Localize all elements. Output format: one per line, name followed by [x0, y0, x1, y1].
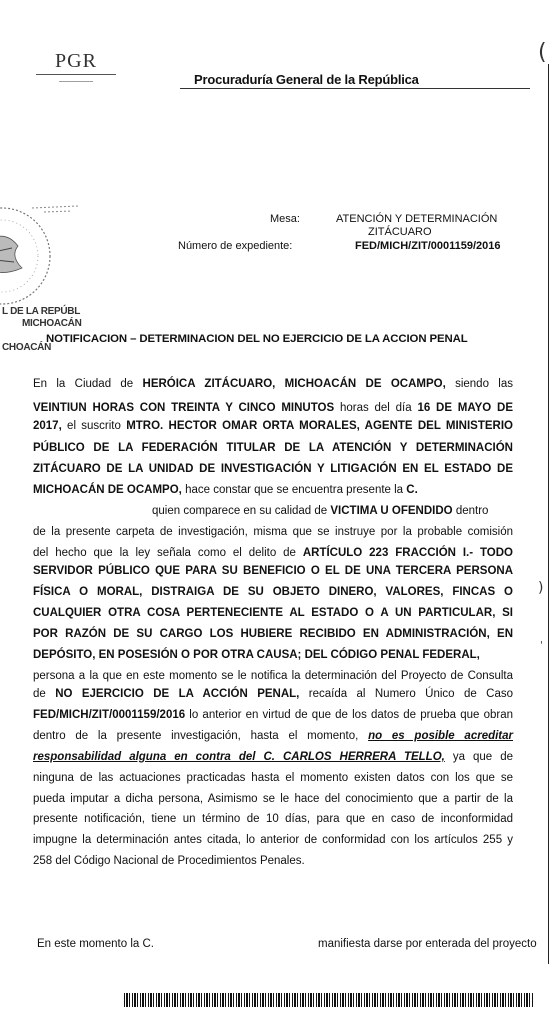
text-run: C.	[406, 484, 418, 496]
body-line	[33, 751, 513, 763]
expediente-label: Número de expediente:	[178, 240, 293, 252]
body-line: ninguna de las actuaciones practicadas hasta el momento existen datos con los que se	[33, 772, 513, 784]
text-run: de	[33, 688, 56, 700]
body-line: POR RAZÓN DE SU CARGO LOS HUBIERE RECIBIDO EN ADMINISTRACIÓN, EN	[33, 628, 513, 640]
text-run: ya que de	[444, 751, 513, 763]
text-run: recaída al Numero Único de Caso	[299, 688, 513, 700]
expediente-number: FED/MICH/ZIT/0001159/2016	[355, 240, 501, 252]
header-underline	[180, 88, 530, 89]
body-line	[152, 505, 512, 517]
body-line: CUALQUIER OTRA COSA PERTENECIENTE AL ESTADO O A UN PARTICULAR, SI	[33, 607, 513, 619]
text-run: VEINTIUN HORAS CON TREINTA Y CINCO MINUTOS	[33, 402, 335, 414]
text-run: dentro de la presente investigación, hasta el momento,	[33, 730, 369, 742]
logo-subtext: ▁▁▁▁▁▁▁▁▁▁▁	[59, 77, 93, 82]
pgr-logo	[30, 50, 122, 82]
logo-text: PGR	[55, 50, 97, 72]
mesa-label: Mesa:	[270, 213, 300, 225]
text-run: del hecho que la ley señala como el delito de	[33, 547, 303, 559]
body-line: pueda imputar a dicha persona, Asimismo se le hace del conocimiento que a partir de la	[33, 793, 513, 805]
body-line	[33, 730, 513, 742]
text-run: DEL CÓDIGO PENAL FEDERAL,	[301, 649, 480, 661]
seal-text-line: MICHOACÁN	[22, 318, 82, 329]
footer-right-text: manifiesta darse por enterada del proyecto	[318, 938, 537, 950]
logo-divider	[36, 74, 116, 75]
text-run: ARTÍCULO 223 FRACCIÓN I.- TODO	[302, 547, 513, 559]
page-edge-line	[548, 64, 549, 964]
body-line: 258 del Código Nacional de Procedimientos Penales.	[33, 855, 305, 867]
barcode	[124, 993, 534, 1007]
document-title: NOTIFICACION – DETERMINACION DEL NO EJERCICIO DE LA ACCION PENAL	[46, 333, 468, 345]
text-run: MTRO. HECTOR OMAR ORTA MORALES, AGENTE DEL MINISTERIO	[126, 420, 513, 432]
text-run: MICHOACÁN DE OCAMPO,	[33, 484, 182, 496]
text-run: VICTIMA U OFENDIDO	[330, 505, 453, 517]
mesa-value-line: ATENCIÓN Y DETERMINACIÓN	[336, 213, 498, 225]
text-run: En la Ciudad de	[33, 378, 143, 390]
body-line: de la presente carpeta de investigación, misma que se instruye por la probable comisión	[33, 526, 513, 538]
body-line: impugne la determinación antes citada, lo anterior de conformidad con los artículos 255 y	[33, 834, 513, 846]
text-run: HERÓICA ZITÁCUARO, MICHOACÁN DE OCAMPO,	[142, 378, 446, 390]
body-line: PÚBLICO DE LA FEDERACIÓN TITULAR DE LA ATENCIÓN Y DETERMINACIÓN	[33, 442, 513, 454]
eagle-seal-icon	[0, 196, 92, 316]
text-run: lo anterior en virtud de que de los datos de prueba que obran	[185, 709, 513, 721]
text-run: FED/MICH/ZIT/0001159/2016	[33, 709, 186, 721]
bracket-mark-icon: (	[538, 40, 547, 65]
footer-left-text: En este momento la C.	[37, 938, 154, 950]
body-line	[33, 402, 513, 414]
mesa-value-line: ZITÁCUARO	[368, 226, 432, 238]
body-line	[33, 547, 513, 559]
body-line	[33, 420, 513, 432]
text-run: 16 DE MAYO DE	[417, 402, 513, 414]
body-line	[33, 484, 513, 496]
body-line: ZITÁCUARO DE LA UNIDAD DE INVESTIGACIÓN Y LITIGACIÓN EN EL ESTADO DE	[33, 463, 513, 475]
text-run: DEPÓSITO, EN POSESIÓN O POR OTRA CAUSA;	[33, 649, 302, 661]
text-run: el suscrito	[61, 420, 127, 432]
body-line	[33, 649, 513, 661]
mesa-value	[336, 213, 497, 239]
body-line: SERVIDOR PÚBLICO QUE PARA SU BENEFICIO O EL DE UNA TERCERA PERSONA	[33, 565, 513, 577]
text-run: no es posible acreditar	[368, 730, 514, 742]
text-run: quien comparece en su calidad de	[152, 505, 331, 517]
text-run: dentro	[452, 505, 489, 517]
seal-text-line: L DE LA REPÚBL	[2, 306, 81, 317]
body-line	[33, 688, 513, 700]
text-run: NO EJERCICIO DE LA ACCIÓN PENAL,	[55, 688, 300, 700]
header-title: Procuraduría General de la República	[194, 72, 419, 87]
seal-text-line: CHOACÁN	[2, 342, 52, 353]
text-run: 2017,	[33, 420, 62, 432]
text-run: hace constar que se encuentra presente la	[181, 484, 407, 496]
body-line: persona a la que en este momento se le notifica la determinación del Proyecto de Consulta	[33, 670, 513, 682]
text-run: horas del día	[334, 402, 418, 414]
body-line	[33, 378, 513, 390]
body-line	[33, 709, 513, 721]
text-run: siendo las	[445, 378, 513, 390]
pen-mark-icon: '	[540, 640, 543, 651]
body-line: FÍSICA O MORAL, DISTRAIGA DE SU OBJETO DINERO, VALORES, FINCAS O	[33, 586, 513, 598]
body-line: presente notificación, tiene un término de 10 días, para que en caso de inconformidad	[33, 813, 513, 825]
pen-mark-icon: )	[538, 580, 544, 596]
text-run: responsabilidad alguna en contra del C. CARLOS HERRERA TELLO,	[33, 751, 445, 763]
